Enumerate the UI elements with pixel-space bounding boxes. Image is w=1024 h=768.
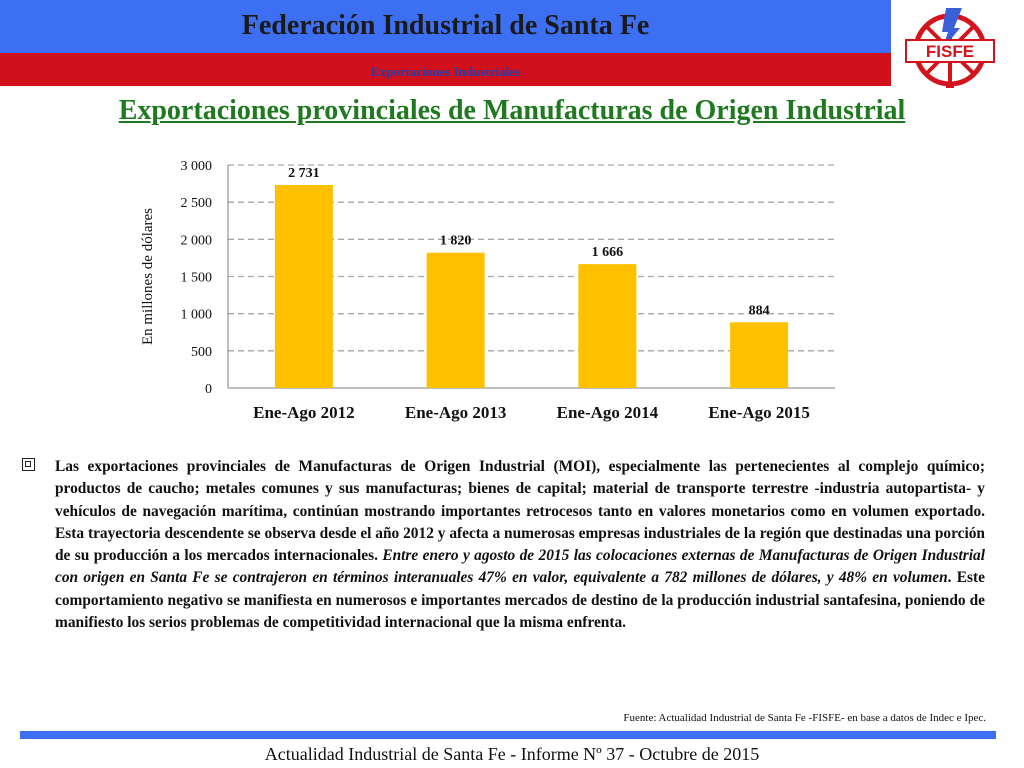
- y-tick-label: 1 000: [180, 307, 212, 323]
- body-text-3: . Este comportamiento negativo se manifiesta en numerosos e importantes mercados de destino de la producción industrial santafesina, poniendo de manifiesto los serios problemas de competitividad internacional que la misma enfrenta.: [55, 569, 985, 632]
- y-tick-label: 0: [205, 382, 212, 397]
- bar: [427, 253, 485, 388]
- y-tick-label: 2 500: [180, 196, 212, 212]
- body-paragraph: [55, 456, 985, 634]
- bar: [275, 185, 333, 388]
- y-tick-label: 2 000: [180, 233, 212, 249]
- data-label: 884: [748, 303, 770, 319]
- x-tick-label: Ene-Ago 2014: [556, 403, 659, 422]
- logo-text: FISFE: [925, 42, 975, 61]
- footer-text: Actualidad Industrial de Santa Fe - Informe Nº 37 - Octubre de 2015: [264, 744, 760, 764]
- fisfe-logo-icon: [902, 6, 998, 88]
- bar: [730, 322, 788, 388]
- header-subtitle: Exportaciones Industriales: [370, 64, 521, 79]
- y-tick-label: 3 000: [180, 159, 212, 174]
- data-label: 1 820: [439, 233, 472, 249]
- bar: [578, 264, 636, 388]
- source-note: Fuente: Actualidad Industrial de Santa Fe -FISFE- en base a datos de Indec e Ipec.: [623, 712, 986, 724]
- data-label: 2 731: [288, 165, 320, 181]
- x-tick-label: Ene-Ago 2012: [253, 403, 355, 422]
- data-label: 1 666: [591, 245, 624, 261]
- bar-chart: [130, 150, 850, 440]
- x-tick-label: Ene-Ago 2013: [404, 403, 507, 422]
- y-tick-label: 500: [191, 344, 212, 360]
- body-text-1: Las exportaciones provinciales de Manufacturas de Origen Industrial (MOI), especialmente las pertenecientes al complejo químico; productos de caucho; metales comunes y sus manufacturas; bienes de capital; material de transporte terrestre -industria autopartista- y vehículos de navegación marítima, continúan mostrando importantes retrocesos tanto en valores monetarios como en volumen exportado. Esta trayectoria descendente se observa desde el año 2012 y afecta a numerosas empresas industriales de la región que destinadas una porción de su producción a los mercados internacionales.: [55, 458, 985, 565]
- footer-bar: [20, 731, 996, 739]
- header-title: Federación Industrial de Santa Fe: [241, 10, 650, 41]
- bullet-icon: [22, 458, 35, 471]
- y-axis-label: En millones de dólares: [140, 207, 156, 346]
- body-text-italic: Entre enero y agosto de 2015 las colocaciones externas de Manufacturas de Origen Industrial con origen en Santa Fe se contrajeron en términos interanuales 47% en valor, equivalente a 782 millones de dólares, y 48% en volumen: [55, 547, 985, 587]
- page-title: Exportaciones provinciales de Manufacturas de Origen Industrial: [118, 95, 906, 126]
- y-tick-label: 1 500: [180, 270, 212, 286]
- x-tick-label: Ene-Ago 2015: [708, 403, 810, 422]
